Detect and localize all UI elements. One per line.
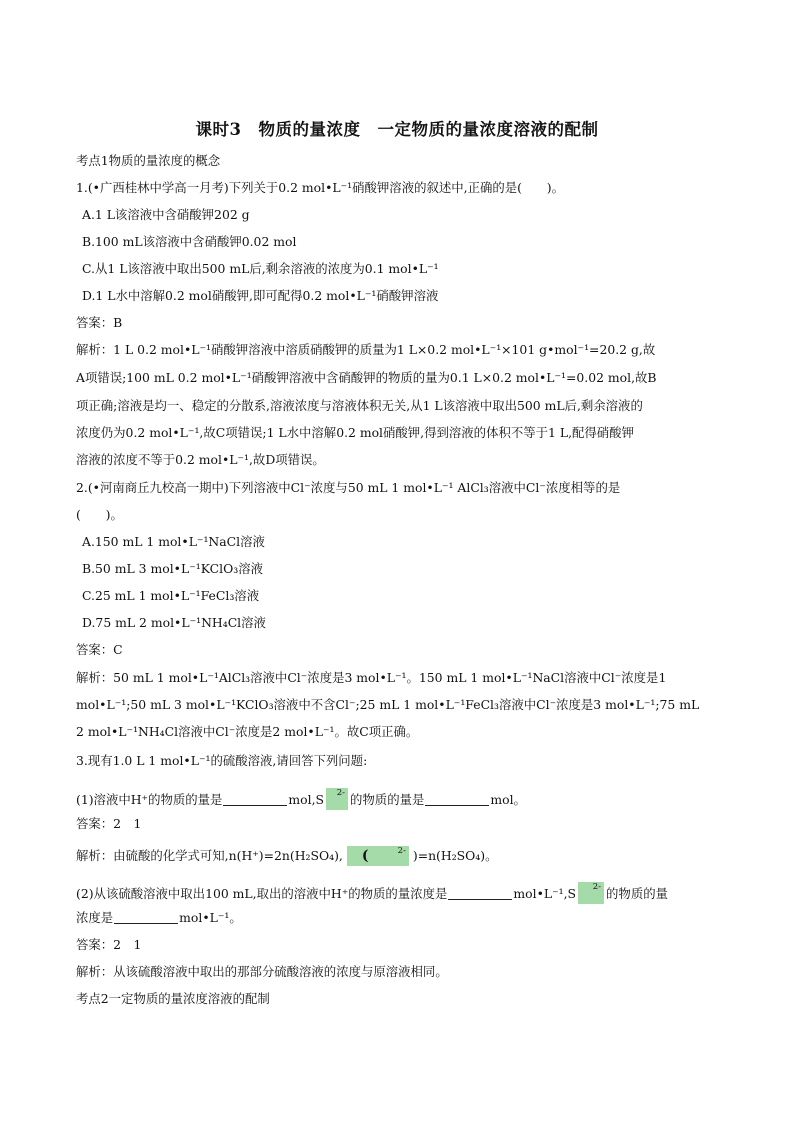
- q2-option-b: B.50 mL 3 mol•L⁻¹KClO₃溶液: [82, 561, 263, 576]
- formula-image-placeholder: [578, 882, 604, 904]
- q3-part-1-text-c: 的物质的量是: [350, 792, 425, 807]
- page-title: 课时3 物质的量浓度 一定物质的量浓度溶液的配制: [195, 120, 599, 139]
- section-heading-1: 考点1物质的量浓度的概念: [76, 153, 221, 168]
- q3-explanation-2: 解析：从该硫酸溶液中取出的那部分硫酸溶液的浓度与原溶液相同。: [76, 964, 448, 979]
- q3-part-1-text-d: mol。: [490, 792, 526, 807]
- q3-answer-2: 答案：2 1: [76, 937, 142, 952]
- q2-option-d: D.75 mL 2 mol•L⁻¹NH₄Cl溶液: [82, 615, 266, 630]
- q3-stem: 3.现有1.0 L 1 mol•L⁻¹的硫酸溶液,请回答下列问题:: [76, 753, 368, 768]
- answer-blank[interactable]: [425, 793, 489, 806]
- q3-explanation-1-text-b: )=n(H₂SO₄)。: [412, 848, 498, 863]
- q2-explanation-line-3: 2 mol•L⁻¹NH₄Cl溶液中Cl⁻浓度是2 mol•L⁻¹。故C项正确。: [76, 724, 419, 739]
- q2-explanation-line-2: mol•L⁻¹;50 mL 3 mol•L⁻¹KClO₃溶液中不含Cl⁻;25 mL 1 mol•L⁻¹FeCl₃溶液中Cl⁻浓度是3 mol•L⁻¹;75 mL: [76, 697, 700, 712]
- formula-superscript: 2-: [397, 846, 406, 856]
- q3-part-2-text-e: mol•L⁻¹。: [179, 910, 242, 925]
- q3-part-2-line-2: [76, 909, 726, 927]
- formula-superscript: 2-: [592, 882, 602, 892]
- q2-explanation-line-1: 解析：50 mL 1 mol•L⁻¹AlCl₃溶液中Cl⁻浓度是3 mol•L⁻¹。150 mL 1 mol•L⁻¹NaCl溶液中Cl⁻浓度是1: [76, 670, 667, 685]
- q3-explanation-1-text-a: 解析：由硫酸的化学式可知,n(H⁺)=2n(H₂SO₄),: [76, 848, 343, 863]
- q1-answer: 答案：B: [76, 315, 123, 330]
- q1-stem: 1.(•广西桂林中学高一月考)下列关于0.2 mol•L⁻¹硝酸钾溶液的叙述中,正确的是( )。: [76, 180, 564, 195]
- formula-image-placeholder: [347, 846, 409, 866]
- answer-blank[interactable]: [223, 793, 287, 806]
- q2-stem-line-1: 2.(•河南商丘九校高一期中)下列溶液中Cl⁻浓度与50 mL 1 mol•L⁻¹ AlCl₃溶液中Cl⁻浓度相等的是: [76, 480, 621, 495]
- q1-explanation-line-1: 解析：1 L 0.2 mol•L⁻¹硝酸钾溶液中溶质硝酸钾的质量为1 L×0.2 mol•L⁻¹×101 g•mol⁻¹=20.2 g,故: [76, 342, 656, 357]
- q3-answer-1: 答案：2 1: [76, 816, 142, 831]
- q3-part-1: [76, 788, 726, 810]
- formula-image-placeholder: [326, 788, 348, 810]
- q3-part-2-text-d: 浓度是: [76, 910, 114, 925]
- q3-part-2-line-1: [76, 882, 726, 904]
- q2-option-c: C.25 mL 1 mol•L⁻¹FeCl₃溶液: [82, 588, 260, 603]
- q2-stem-line-2: ( )。: [76, 507, 123, 522]
- answer-blank[interactable]: [114, 911, 178, 924]
- q1-option-a: A.1 L该溶液中含硝酸钾202 g: [82, 207, 250, 222]
- answer-blank[interactable]: [448, 887, 512, 900]
- q3-part-2-text-b: mol•L⁻¹,S: [513, 886, 577, 901]
- q1-explanation-line-5: 溶液的浓度不等于0.2 mol•L⁻¹,故D项错误。: [76, 452, 325, 467]
- q1-explanation-line-4: 浓度仍为0.2 mol•L⁻¹,故C项错误;1 L水中溶解0.2 mol硝酸钾,得到溶液的体积不等于1 L,配得硝酸钾: [76, 425, 634, 440]
- formula-paren: (: [361, 848, 369, 864]
- formula-superscript: 2-: [336, 788, 346, 798]
- q2-answer: 答案：C: [76, 642, 123, 657]
- q3-explanation-1: [76, 846, 726, 866]
- q3-part-1-text-a: (1)溶液中H⁺的物质的量是: [76, 792, 223, 807]
- q3-part-2-text-a: (2)从该硫酸溶液中取出100 mL,取出的溶液中H⁺的物质的量浓度是: [76, 886, 448, 901]
- q1-explanation-line-3: 项正确;溶液是均一、稳定的分散系,溶液浓度与溶液体积无关,从1 L该溶液中取出500 mL后,剩余溶液的: [76, 398, 643, 413]
- q1-option-b: B.100 mL该溶液中含硝酸钾0.02 mol: [82, 234, 297, 249]
- q3-part-2-text-c: 的物质的量: [606, 886, 668, 901]
- q1-explanation-line-2: A项错误;100 mL 0.2 mol•L⁻¹硝酸钾溶液中含硝酸钾的物质的量为0.1 L×0.2 mol•L⁻¹=0.02 mol,故B: [76, 370, 657, 385]
- q1-option-d: D.1 L水中溶解0.2 mol硝酸钾,即可配得0.2 mol•L⁻¹硝酸钾溶液: [82, 288, 439, 303]
- section-heading-2: 考点2一定物质的量浓度溶液的配制: [76, 991, 270, 1006]
- q3-part-1-text-b: mol,S: [288, 792, 325, 807]
- q2-option-a: A.150 mL 1 mol•L⁻¹NaCl溶液: [82, 534, 265, 549]
- q1-option-c: C.从1 L该溶液中取出500 mL后,剩余溶液的浓度为0.1 mol•L⁻¹: [82, 261, 439, 276]
